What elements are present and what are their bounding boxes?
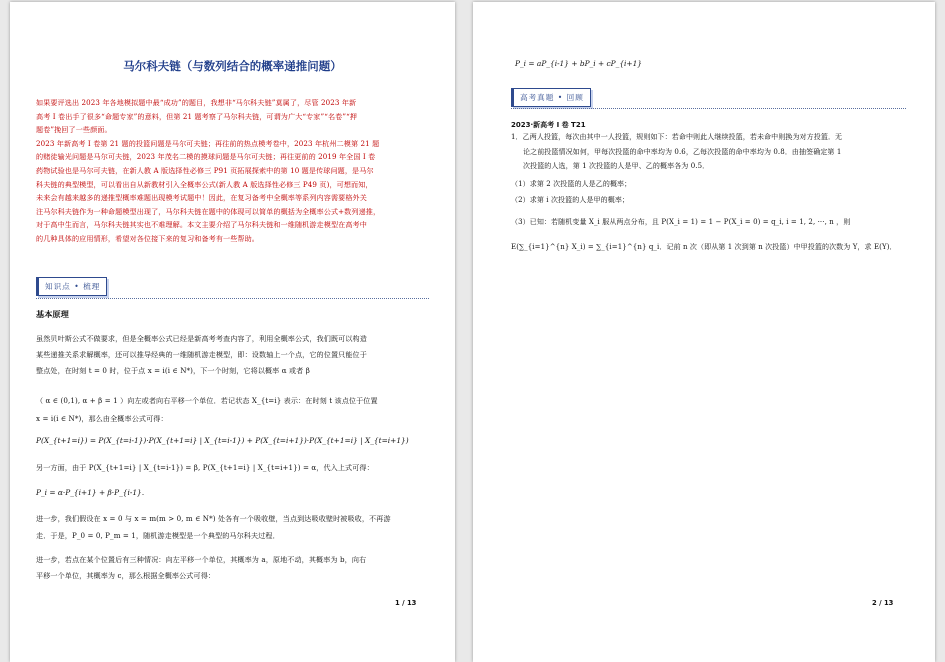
body-line-7: 进一步，我们假设在 x = 0 与 x = m(m > 0, m ∈ N*) 处各有一个吸收壁，当点到达吸收壁时被吸收，不再游	[36, 514, 391, 523]
section-label-exam: 高考真题 • 回顾	[511, 88, 591, 107]
body-line-3: 整点处，在时刻 t = 0 时，位于点 x = i(i ∈ N*)，下一个时刻，它将以概率 α 或者 β	[36, 365, 310, 375]
problem-line-2: 论之前投篮情况如何，甲每次投篮的命中率均为 0.6，乙每次投篮的命中率均为 0.8．由抽签确定第 1	[523, 147, 842, 156]
section-label-knowledge: 知识点 • 梳理	[36, 277, 107, 296]
section-divider	[36, 298, 429, 299]
body-line-1: 虽然贝叶斯公式不做要求，但是全概率公式已经是新高考考查内容了，利用全概率公式，我们既可以构造	[36, 334, 367, 343]
formula-recurrence: P_i = α·P_{i+1} + β·P_{i-1}．	[36, 488, 150, 497]
problem-statement	[511, 130, 911, 174]
intro-p1-line-2: 高考 I 卷出手了很多“命题专家”的意料，但第 21 题考察了马尔科夫链，可谓为广大“专家”“名卷”“押	[36, 111, 357, 121]
formula-total-probability: P(X_{t+1=i}) = P(X_{t=i-1})·P(X_{t+1=i} | X_{t=i-1}) + P(X_{t=i+1})·P(X_{t+1=i} | X_{t=i+1})	[36, 436, 409, 445]
page-number-2: 2 / 13	[872, 599, 894, 607]
problem-part-1: （1）求第 2 次投篮的人是乙的概率；	[511, 180, 632, 188]
problem-part-2: （2）求第 i 次投篮的人是甲的概率；	[511, 196, 630, 204]
body-line-9: 进一步，若点在某个位置后有三种情况：向左平移一个单位，其概率为 a，原地不动，其概率为 b，向右	[36, 555, 367, 564]
problem-parts	[511, 176, 911, 208]
page-number: 1 / 13	[395, 599, 417, 607]
body-line-8: 走．于是，P_0 = 0, P_m = 1，随机游走模型是一个典型的马尔科夫过程．	[36, 531, 280, 540]
problem-part-3-line-1: （3）已知：若随机变量 X_i 服从两点分布，且 P(X_i = 1) = 1 − P(X_i = 0) = q_i, i = 1, 2, ···, n ，则	[511, 218, 851, 226]
body-line-6: 另一方面，由于 P(X_{t+1=i} | X_{t=i-1}) = β, P(X_{t+1=i} | X_{t=i+1}) = α，代入上式可得：	[36, 463, 374, 472]
document-page-2	[473, 2, 935, 662]
problem-heading: 2023·新高考 I 卷 T21	[511, 121, 586, 129]
intro-paragraph-1	[36, 96, 429, 246]
intro-p2-line-3: 药物试验也是马尔可夫链，在新人教 A 版选择性必修三 P91 页拓展探索中的第 10 题是传球问题，是马尔	[36, 165, 374, 175]
body-line-5: x = i(i ∈ N*)，那么由全概率公式可得：	[36, 414, 168, 423]
intro-p2-line-1: 2023 年新高考 I 卷第 21 题的投篮问题是马尔可夫链；再往前的热点模考卷中，2023 年杭州二模第 21 题	[36, 138, 380, 148]
body-line-4: （ α ∈ (0,1), α + β = 1 ）向左或者向右平移一个单位．若记状态 X_{t=i} 表示：在时刻 t 该点位于位置	[36, 396, 378, 405]
body-line-2: 某些递推关系求解概率，还可以推导经典的一维随机游走模型，即：设数轴上一个点，它的位置只能位于	[36, 349, 367, 359]
intro-p2-line-2: 的赌徒输光问题是马尔可夫链，2023 年茂名二模的摸球问题是马尔可夫链；再往更前的 2019 年全国 I 卷	[36, 152, 376, 162]
intro-p2-line-6: 注马尔科夫链作为一种命题模型出现了，马尔科夫链在题中的体现可以简单的概括为全概率公式+数列递推，	[36, 206, 381, 216]
body-paragraph-3	[36, 510, 429, 544]
heading-basic-principle: 基本原理	[36, 309, 69, 319]
intro-p2-line-5: 未来会有越来越多的递推型概率难题出现模考试题中！因此，在复习备考中全概率等系列内容需要格外关	[36, 193, 367, 203]
body-line-10: 平移一个单位，其概率为 c，那么根据全概率公式可得：	[36, 571, 216, 580]
problem-line-3: 次投篮的人选，第 1 次投篮的人是甲、乙的概率各为 0.5．	[523, 162, 710, 170]
section-divider-2	[511, 108, 906, 109]
document-title: 马尔科夫链（与数列结合的概率递推问题）	[123, 59, 342, 73]
formula-three-state: P_i = aP_{i-1} + bP_i + cP_{i+1}	[515, 59, 642, 68]
intro-p2-line-7: 对于高中生而言，马尔科夫链其实也不难理解。本文主要介绍了马尔科夫链和一维随机游走模型在高考中	[36, 220, 367, 230]
body-paragraph-2	[36, 392, 429, 428]
document-page-1	[10, 2, 455, 662]
intro-p1-line-3: 题卷”挽回了一些颜面。	[36, 125, 112, 135]
problem-part-3-line-2: E(∑_{i=1}^{n} X_i) = ∑_{i=1}^{n} q_i．记前 n 次（即从第 1 次到第 n 次投篮）中甲投篮的次数为 Y，求 E(Y)．	[511, 243, 897, 251]
body-paragraph-4	[36, 552, 429, 584]
intro-p2-line-4: 科夫链的典型模型，可以看出自从新教材引入全概率公式(新人教 A 版选择性必修三 P49 页)，可想而知，	[36, 179, 373, 189]
body-paragraph-1	[36, 331, 429, 378]
problem-part-3	[511, 210, 916, 260]
intro-p1-line-1: 如果要评选出 2023 年各地模拟题中最“成功”的题目，我想非“马尔科夫链”莫属了，尽管 2023 年新	[36, 98, 357, 107]
problem-line-1: 1．乙两人投篮，每次由其中一人投篮，规则如下：若命中则此人继续投篮，若未命中则换为对方投篮．无	[511, 133, 843, 141]
intro-p2-line-8: 的几种具体的应用情形，希望对各位接下来的复习和备考有一些帮助。	[36, 233, 260, 243]
